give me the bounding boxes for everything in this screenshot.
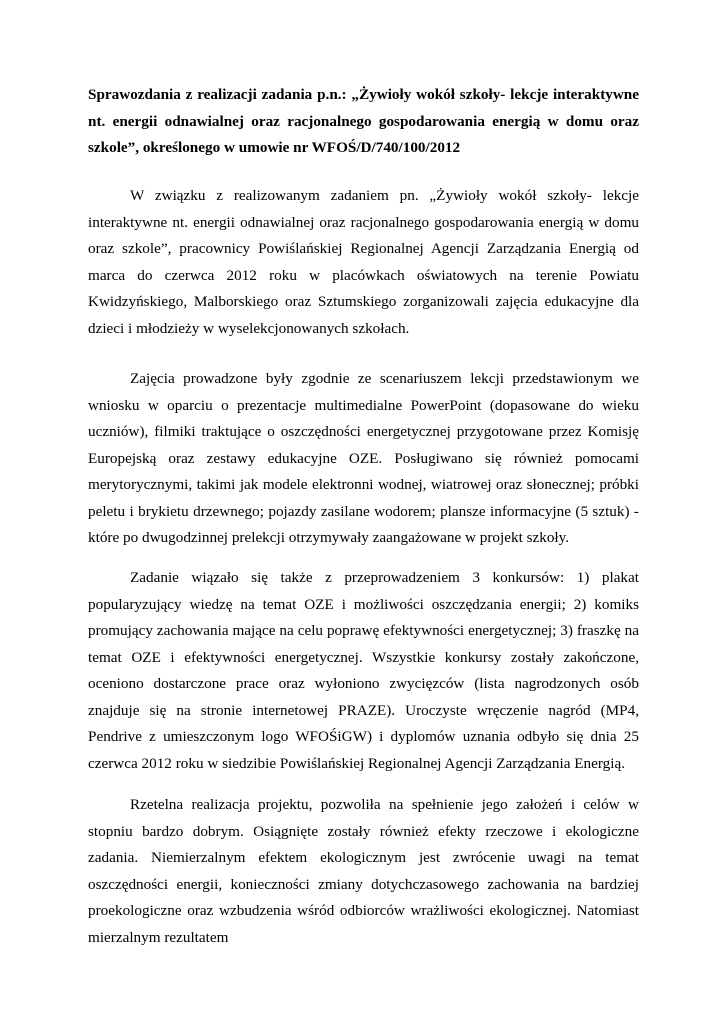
- paragraph-results: Rzetelna realizacja projektu, pozwoliła na spełnienie jego założeń i celów w stopniu bardzo dobrym. Osiągnięte zostały również efekty rzeczowe i ekologiczne zadania. Niemierzalnym efektem ekologicznym jest zwrócenie uwagi na temat oszczędności energii, konieczności zmiany dotychczasowego zachowania na bardziej proekologiczne oraz wzbudzenia wśród odbiorców wrażliwości ekologicznej. Natomiast mierzalnym rezultatem: [88, 796, 639, 946]
- paragraph-introduction: W związku z realizowanym zadaniem pn. „Żywioły wokół szkoły- lekcje interaktywne nt. energii odnawialnej oraz racjonalnego gospodarowania energią w domu oraz szkole”, pracownicy Powiślańskiej Regionalnej Agencji Zarządzania Energią od marca do czerwca 2012 roku w placówkach oświatowych na terenie Powiatu Kwidzyńskiego, Malborskiego oraz Sztumskiego zorganizowali zajęcia edukacyjne dla dzieci i młodzieży w wyselekcjonowanych szkołach.: [88, 187, 639, 337]
- document-title: Sprawozdania z realizacji zadania p.n.: „Żywioły wokół szkoły- lekcje interaktywne nt. energii odnawialnej oraz racjonalnego gospodarowania energią w domu oraz szkole”, określonego w umowie nr WFOŚ/D/740/100/2012: [88, 86, 639, 156]
- paragraph-competitions: Zadanie wiązało się także z przeprowadzeniem 3 konkursów: 1) plakat popularyzujący wiedzę na temat OZE i możliwości oszczędzania energii; 2) komiks promujący zachowania mające na celu poprawę efektywności energetycznej; 3) fraszkę na temat OZE i efektywności energetycznej. Wszystkie konkursy zostały zakończone, oceniono dostarczone prace oraz wyłoniono zwycięzców (lista nagrodzonych osób znajduje się na stronie internetowej PRAZE). Uroczyste wręczenie nagród (MP4, Pendrive z umieszczonym logo WFOŚiGW) i dyplomów uznania odbyło się dnia 25 czerwca 2012 roku w siedzibie Powiślańskiej Regionalnej Agencji Zarządzania Energią.: [88, 569, 639, 772]
- paragraph-classes: Zajęcia prowadzone były zgodnie ze scenariuszem lekcji przedstawionym we wniosku w oparciu o prezentacje multimedialne PowerPoint (dopasowane do wieku uczniów), filmiki traktujące o oszczędności energetycznej przygotowane przez Komisję Europejską oraz zestawy edukacyjne OZE. Posługiwano się również pomocami merytorycznymi, takimi jak modele elektronni wodnej, wiatrowej oraz słonecznej; próbki peletu i brykietu drzewnego; pojazdy zasilane wodorem; plansze informacyjne (5 sztuk) - które po dwugodzinnej prelekcji otrzymywały zaangażowane w projekt szkoły.: [88, 370, 639, 546]
